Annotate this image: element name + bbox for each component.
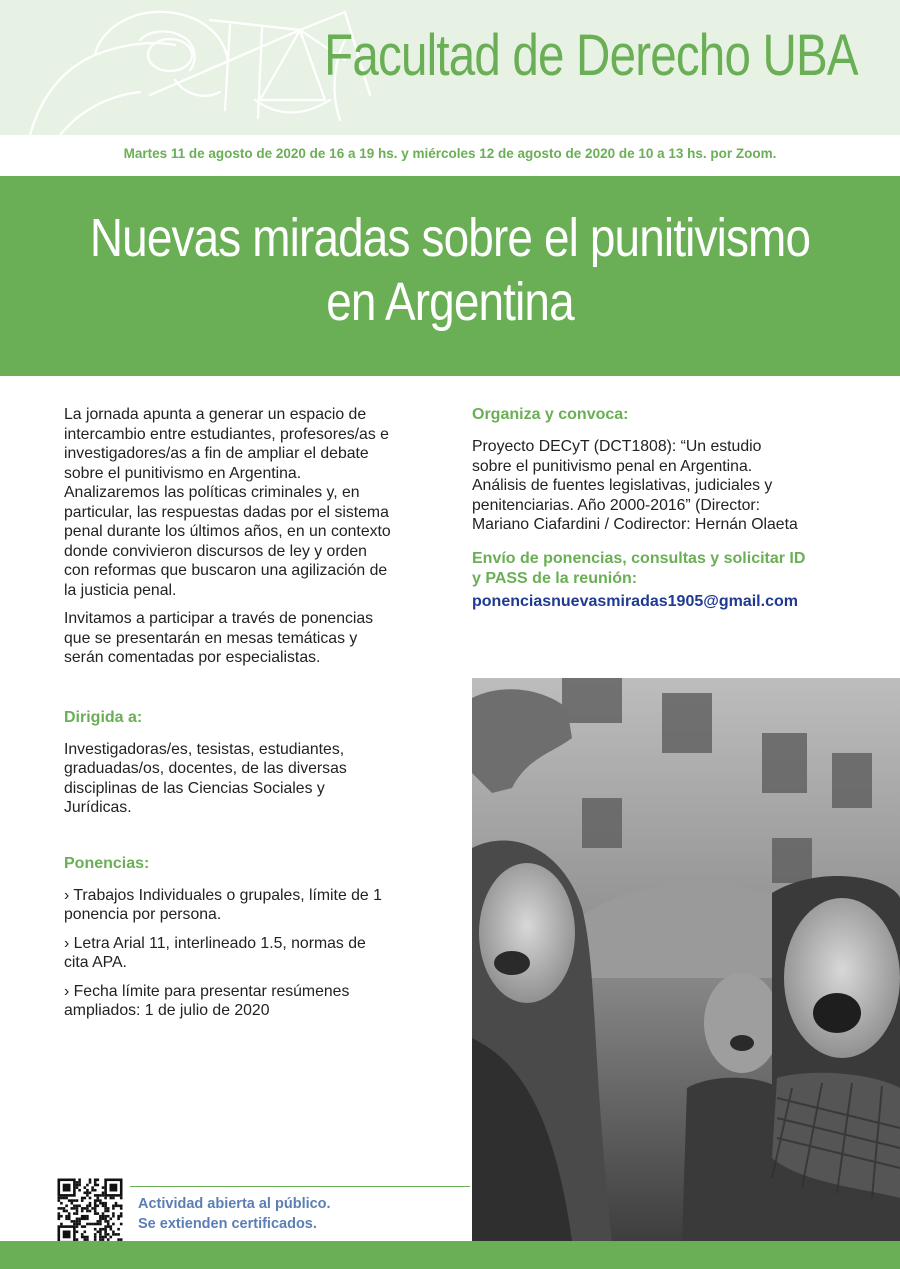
- dirigida-heading: Dirigida a:: [64, 708, 143, 726]
- organiza-line: sobre el punitivismo penal en Argentina.: [472, 457, 753, 475]
- organiza-line: Mariano Ciafardini / Codirector: Hernán Olaeta: [472, 516, 798, 533]
- footer-line-1: Actividad abierta al público.: [138, 1196, 331, 1212]
- envio-heading: [472, 549, 872, 589]
- left-column: [64, 405, 434, 1021]
- event-title-line-1: Nuevas miradas sobre el punitivismo: [89, 208, 811, 268]
- footer-divider: [130, 1186, 470, 1187]
- dirigida-line: disciplinas de las Ciencias Sociales y: [64, 779, 325, 797]
- ponencias-line: ampliados: 1 de julio de 2020: [64, 1002, 270, 1019]
- ponencias-line: › Trabajos Individuales o grupales, límite de 1: [64, 886, 382, 904]
- intro-line: con reformas que buscaron una agilización de: [64, 562, 388, 579]
- footer-notice: [138, 1194, 331, 1234]
- intro-line: intercambio entre estudiantes, profesores/as e: [64, 425, 389, 443]
- invite-line: Invitamos a participar a través de ponencias: [64, 610, 374, 627]
- ponencias-line: › Letra Arial 11, interlineado 1.5, normas de: [64, 934, 366, 952]
- protest-photo: [472, 678, 900, 1241]
- invite-line: que se presentarán en mesas temáticas y: [64, 629, 358, 647]
- header: [0, 0, 900, 135]
- intro-line: particular, las respuestas dadas por el sistema: [64, 503, 389, 521]
- envio-heading-line: y PASS de la reunión:: [472, 569, 638, 587]
- organiza-line: Análisis de fuentes legislativas, judiciales y: [472, 477, 773, 494]
- intro-line: Analizaremos las políticas criminales y, en: [64, 484, 360, 501]
- right-column: [472, 405, 872, 611]
- ponencias-heading: Ponencias:: [64, 854, 150, 872]
- intro-line: penal durante los últimos años, en un contexto: [64, 523, 391, 540]
- event-title-line-2: en Argentina: [326, 272, 574, 332]
- event-title: [68, 206, 833, 334]
- dirigida-line: Investigadoras/es, tesistas, estudiantes,: [64, 740, 345, 758]
- ponencias-line: › Fecha límite para presentar resúmenes: [64, 982, 350, 1000]
- ponencias-item: [64, 886, 434, 925]
- faculty-title: Facultad de Derecho UBA: [324, 23, 858, 88]
- intro-line: la justicia penal.: [64, 581, 177, 599]
- ponencias-item: [64, 982, 434, 1021]
- dirigida-line: Jurídicas.: [64, 799, 132, 816]
- qr-code-icon: [55, 1176, 125, 1246]
- intro-line: La jornada apunta a generar un espacio de: [64, 406, 367, 423]
- qr-code-graphic: [55, 1176, 125, 1246]
- organiza-line: Proyecto DECyT (DCT1808): “Un estudio: [472, 438, 762, 455]
- organiza-paragraph: [472, 437, 872, 535]
- invite-paragraph: [64, 609, 434, 668]
- title-banner: [0, 176, 900, 376]
- intro-paragraph: [64, 405, 434, 600]
- dirigida-line: graduadas/os, docentes, de las diversas: [64, 760, 347, 777]
- ponencias-line: ponencia por persona.: [64, 906, 222, 923]
- dirigida-paragraph: [64, 740, 434, 818]
- footer-line-2: Se extienden certificados.: [138, 1216, 317, 1232]
- ponencias-line: cita APA.: [64, 954, 127, 971]
- ponencias-item: [64, 934, 434, 973]
- organiza-line: penitenciarias. Año 2000-2016” (Director:: [472, 496, 761, 514]
- intro-line: investigadores/as a fin de ampliar el debate: [64, 445, 369, 462]
- bottom-bar: [0, 1241, 900, 1269]
- protest-photo-drawing: [472, 678, 900, 1241]
- intro-line: donde convivieron discursos de ley y orden: [64, 542, 367, 560]
- invite-line: serán comentadas por especialistas.: [64, 649, 321, 666]
- intro-line: sobre el punitivismo en Argentina.: [64, 464, 302, 482]
- event-dates: Martes 11 de agosto de 2020 de 16 a 19 hs. y miércoles 12 de agosto de 2020 de 10 a 13 hs. por Zoom.: [123, 146, 777, 161]
- envio-heading-line: Envío de ponencias, consultas y solicitar ID: [472, 549, 806, 567]
- organiza-heading: Organiza y convoca:: [472, 406, 629, 423]
- contact-email-link[interactable]: ponenciasnuevasmiradas1905@gmail.com: [472, 592, 798, 610]
